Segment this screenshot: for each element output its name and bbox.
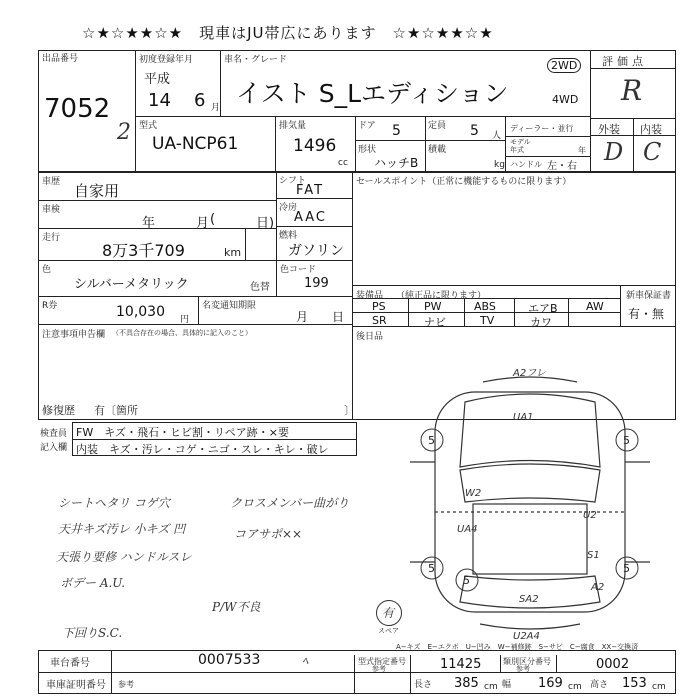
hw-line7: P/W不良 [212,600,261,614]
inspection-day-unit: 日) [256,216,275,231]
lot-mark: 2 [117,120,131,145]
recycle-value: 10,030 [116,304,165,320]
color-code: 199 [304,276,329,291]
displacement-label: 排気量 [279,121,307,131]
reg-year: 14 [148,90,171,111]
doors-value: 5 [392,123,401,139]
notes-note: （不具合存在の場合、具体的に記入のこと） [112,329,252,337]
warranty-value: 有・無 [628,307,665,321]
recycle-unit: 円 [180,315,190,325]
equip-airbag: エアB [528,302,558,315]
equip-ps: PS [372,300,386,313]
mark-w2: W2 [465,488,482,499]
chassis-value: 0007533 [198,652,261,668]
dealer-label: ディーラー・並行 [510,124,574,133]
rating-int: C [643,138,662,166]
mark-s1: S1 [587,550,600,561]
shape-value: ハッチB [374,156,419,170]
car-diagram [395,362,665,647]
mark-sa2: SA2 [519,594,539,605]
capacity-unit: 人 [492,131,502,141]
rear-seat-label: 後日品 [356,332,384,342]
notes-label: 注意事項申告欄 [42,330,106,340]
equip-tv: TV [480,314,495,327]
height-value: 153 [622,676,647,691]
name-change-label: 名変通知期限 [202,301,257,311]
tire-rings [421,429,638,591]
rating-int-label: 内装 [640,123,662,136]
inspection-year-unit: 年 [142,216,156,231]
repair-close: 〕 [344,404,355,417]
model-label: 型式 [139,121,158,131]
rear-bumper-outline [480,624,580,629]
ring-fr: 5 [623,434,630,447]
reg-era: 平成 [144,72,171,87]
model-no-sub: 参考 [372,665,386,673]
history-value: 自家用 [74,182,120,200]
reg-no-sub: 参考 [118,680,134,689]
fuel-label: 燃料 [279,231,298,241]
mark-ua4: UA4 [457,524,478,535]
fuel-value: ガソリン [288,243,344,259]
equip-abs: ABS [474,300,496,313]
mark-ua1: UA1 [513,412,534,423]
check-label1: 検査員 [40,429,68,439]
handle-opts: 左・右 [547,161,577,172]
lot-label: 出品番号 [42,54,79,64]
rating-ext: D [604,138,624,166]
reg-no-label: 車庫証明番号 [46,680,106,691]
hw-line8: 下回りS.C. [62,626,123,640]
cat-sub: 参考 [516,665,530,673]
repair-label: 修復歴 [42,404,75,417]
equip-pw: PW [424,300,442,313]
mileage-value: 8万3千709 [102,241,185,260]
cat-value: 0002 [596,657,630,672]
mileage-label: 走行 [42,233,61,243]
banner: ☆★☆★★☆★ 現車はJU帯広にあります ☆★☆★★☆★ [82,24,494,42]
hood-outline [460,394,600,467]
spare-value: 有 [382,606,395,620]
load-label: 積載 [428,145,447,155]
ring-rl: 5 [428,562,435,575]
sales-point-label: セールスポイント（正常に機能するものに限ります） [356,177,572,187]
equip-note: （純正品に限ります） [396,291,487,301]
equip-label: 装備品 [356,291,384,301]
ring-rear: 5 [463,574,470,587]
diagram-legend: A−キズ E−エクボ U−凹み W−補修跡 S−サビ C−腐食 XX−交換済 [396,643,639,651]
ac-value: AAC [294,210,327,225]
inspection-label: 車検 [42,205,61,215]
car-name-label: 車名・グレード [224,55,288,65]
check-row1: FW キズ・飛石・ヒビ割・リペア跡・×要 [76,426,289,439]
roof-outline [473,504,587,574]
chassis-mark: ﾍ [302,654,309,668]
height-unit: cm [652,682,666,692]
damage-marks [457,368,604,642]
drive-2wd: 2WD [547,58,581,73]
model-year-unit: 年 [578,146,586,155]
repair-value: 有〔箇所 [94,404,138,417]
car-name: イスト S_Lエディション [236,79,509,108]
reg-month-unit: 月 [211,103,221,113]
recycle-label: R券 [42,301,58,311]
rating-ext-label: 外装 [598,123,620,136]
mark-u2: U2 [583,510,597,521]
ring-rr: 5 [623,562,630,575]
model-no-label: 型式指定番号 [358,657,406,666]
hw-line6: コアサポ×× [234,527,303,541]
equip-sr: SR [372,314,387,327]
reg-month: 6 [194,90,206,111]
capacity-label: 定員 [428,121,447,131]
load-unit: kg [494,160,505,170]
reg-label: 初度登録年月 [139,55,194,65]
ac-label: 冷房 [279,203,298,213]
ring-fl: 5 [428,434,435,447]
hw-line4: ボデー A.U. [60,576,126,590]
doors-label: ドア [358,121,376,131]
capacity-value: 5 [470,123,479,139]
handle-label: ハンドル [510,160,542,169]
check-row2: 内装 キズ・汚レ・コゲ・ニゴ・スレ・キレ・破レ [76,443,329,456]
width-label: 幅 [502,680,512,690]
drive-4wd: 4WD [552,93,579,106]
equip-navi: ナビ [424,316,446,329]
check-label2: 記入欄 [40,443,68,453]
length-value: 385 [454,676,479,691]
model-year-label: モデル年式 [510,138,531,154]
hw-line5: クロスメンバー曲がり [230,496,350,510]
hw-line3: 天張り要修 ハンドルスレ [56,550,192,564]
width-value: 169 [538,676,563,691]
hw-line1: シートヘタリ コゲ穴 [58,496,170,510]
color-value: シルバーメタリック [74,277,189,292]
history-label: 車歴 [42,177,61,187]
shift-label: シフト [279,176,307,186]
length-label: 長さ [414,680,433,690]
shift-value: FAT [296,183,325,198]
color-code-label: 色コード [280,265,317,275]
model-value: UA-NCP61 [152,134,239,154]
model-no-value: 11425 [440,657,482,672]
rating-label: 評価点 [602,55,647,68]
displacement-value: 1496 [293,136,337,156]
mark-a2: A2 [591,582,605,593]
equip-leather: カワ [530,316,552,329]
height-label: 高さ [590,680,609,690]
mark-u2a4: U2A4 [513,631,540,642]
equip-aw: AW [586,300,604,313]
length-unit: cm [484,682,498,692]
rating-value: R [621,74,643,107]
name-change-unit: 月日 [296,310,369,324]
inspection-month-unit: 月 [196,216,210,231]
warranty-label: 新車保証書 [626,291,672,301]
chassis-label: 車台番号 [50,658,90,669]
color-swap-label: 色替 [250,282,270,293]
displacement-unit: cc [338,158,348,168]
mileage-unit: km [224,246,242,259]
width-unit: cm [568,682,582,692]
hw-line2: 天井キズ汚レ 小キズ 凹 [58,522,186,536]
mark-a2-frame: A2フレ [513,368,546,379]
inspection-paren: ( [210,212,216,227]
lot-number: 7052 [44,94,111,124]
cat-label: 類別区分番号 [503,657,551,666]
shape-label: 形状 [358,145,377,155]
spare-label: スペア [378,627,399,635]
color-label: 色 [42,265,52,275]
